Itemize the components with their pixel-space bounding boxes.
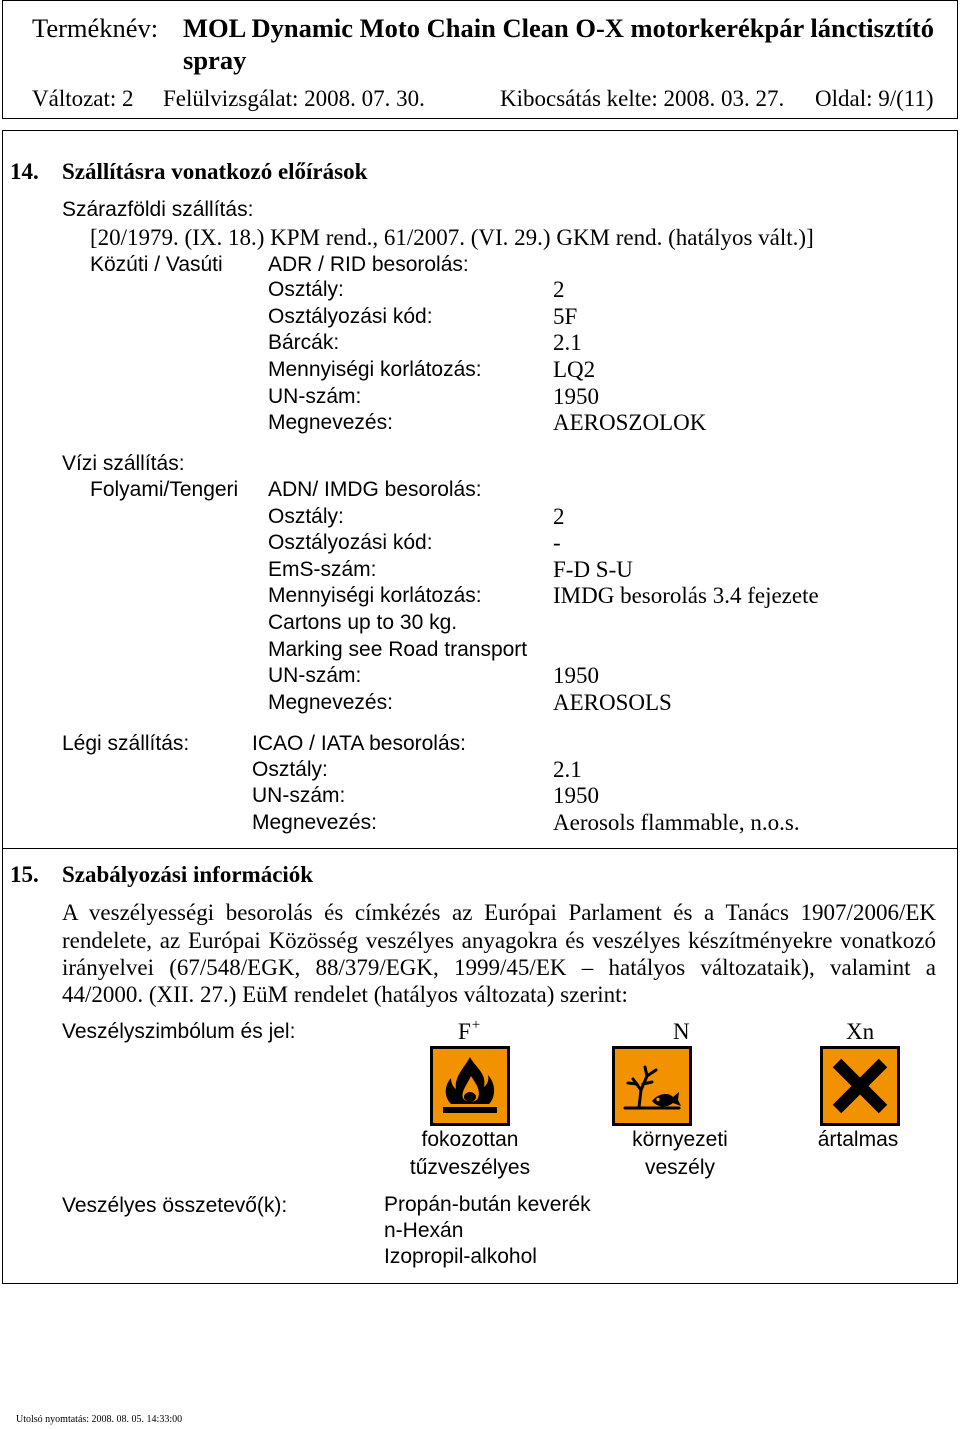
row-label: Osztály: [268, 278, 344, 301]
symbol-code-f-plus [458, 1018, 480, 1049]
issue-date: Kibocsátás kelte: 2008. 03. 27. [500, 86, 785, 111]
row-value: 2.1 [553, 756, 582, 782]
land-mode: Közúti / Vasúti [90, 253, 223, 276]
row-value: - [553, 530, 561, 556]
row-value: LQ2 [553, 356, 596, 382]
ingredients-label: Veszélyes összetevő(k): [62, 1194, 288, 1217]
revision-date: Felülvizsgálat: 2008. 07. 30. [163, 86, 425, 111]
harmful-cross-icon [820, 1046, 900, 1126]
harmful-pictogram [820, 1046, 900, 1126]
land-transport-heading: Szárazföldi szállítás: [62, 198, 254, 221]
row-label: UN-szám: [252, 784, 346, 808]
flame-icon [430, 1046, 510, 1126]
row-label: Osztály: [252, 757, 328, 781]
last-printed: Utolsó nyomtatás: 2008. 08. 05. 14:33:00 [16, 1414, 183, 1425]
row-label: Osztály: [268, 504, 344, 528]
version: Változat: 2 [32, 86, 134, 111]
row-value: F-D S-U [553, 556, 633, 582]
environment-caption: környezeti veszély [632, 1128, 728, 1179]
symbol-code: F [458, 1019, 471, 1044]
symbol-code-xn: Xn [846, 1019, 875, 1044]
environment-icon [612, 1046, 692, 1126]
regulatory-paragraph: A veszélyességi besorolás és címkézés az Európai Parlament és a Tanács 1907/2006/EK rendelete, az Európai Közösség veszélyes anyagokra és veszélyes készítményekre vonatkozó irányelvei (67/548/EGK, 88/379/EGK, 1999/45/EK – hatályos változataik), valamint a 44/2000. (XII. 27.) EüM rendelet (hatályos változata) szerint: [62, 900, 936, 1008]
land-regulation: [20/1979. (IX. 18.) KPM rend., 61/2007. (VI. 29.) GKM rend. (hatályos vált.)] [90, 225, 814, 250]
row-value: Aerosols flammable, n.o.s. [553, 809, 800, 835]
section-divider [2, 848, 958, 849]
row-value: 1950 [553, 783, 599, 809]
row-label: Osztályozási kód: [268, 531, 433, 555]
air-classification: ICAO / IATA besorolás: [252, 732, 466, 755]
row-label: Mennyiségi korlátozás: [268, 357, 482, 381]
list-item: Propán-bután keverék [384, 1193, 591, 1216]
symbol-code-n: N [673, 1019, 690, 1044]
section-15-title: Szabályozási információk [62, 862, 314, 887]
row-label: Megnevezés: [252, 810, 377, 834]
marking-note: Marking see Road transport [268, 637, 528, 661]
product-name: MOL Dynamic Moto Chain Clean O-X motorkerékpár lánctisztító spray [183, 13, 935, 75]
list-item: n-Hexán [384, 1219, 464, 1242]
hazard-symbols-label: Veszélyszimbólum és jel: [62, 1020, 296, 1043]
row-value: 2.1 [553, 330, 582, 356]
symbol-superscript: + [471, 1017, 481, 1033]
row-label: EmS-szám: [268, 557, 377, 581]
row-label: Megnevezés: [268, 690, 393, 714]
row-label: Bárcák: [268, 331, 340, 355]
air-transport-heading: Légi szállítás: [62, 732, 190, 755]
row-value: 2 [553, 503, 565, 529]
section-15-number: 15. [10, 862, 39, 887]
row-label: UN-szám: [268, 664, 362, 688]
row-label: Osztályozási kód: [268, 304, 433, 328]
environment-pictogram [612, 1046, 692, 1126]
row-value: AEROSOLS [553, 689, 672, 715]
list-item: Izopropil-alkohol [384, 1245, 537, 1268]
harmful-caption: ártalmas [817, 1128, 899, 1151]
row-value: 2 [553, 277, 565, 302]
water-mode: Folyami/Tengeri [90, 478, 239, 501]
flame-pictogram [430, 1046, 510, 1126]
section-14-number: 14. [10, 159, 39, 184]
product-label: Terméknév: [32, 13, 159, 43]
water-transport-heading: Vízi szállítás: [62, 452, 185, 475]
row-value: 1950 [553, 383, 599, 409]
water-classification: ADN/ IMDG besorolás: [268, 478, 482, 501]
section-14-title: Szállításra vonatkozó előírások [62, 159, 368, 184]
land-classification: ADR / RID besorolás: [268, 253, 469, 276]
row-label: Megnevezés: [268, 411, 393, 435]
row-label: UN-szám: [268, 384, 362, 408]
row-value: 5F [553, 303, 578, 329]
ingredients-list [384, 1192, 591, 1270]
page-number: Oldal: 9/(11) [815, 86, 934, 111]
flame-caption: fokozottan tűzveszélyes [409, 1128, 531, 1179]
row-value: 1950 [553, 663, 599, 689]
packaging-note: Cartons up to 30 kg. [268, 611, 458, 635]
row-value: IMDG besorolás 3.4 fejezete [553, 583, 819, 609]
row-label: Mennyiségi korlátozás: [268, 584, 482, 608]
row-value: AEROSZOLOK [553, 410, 707, 436]
